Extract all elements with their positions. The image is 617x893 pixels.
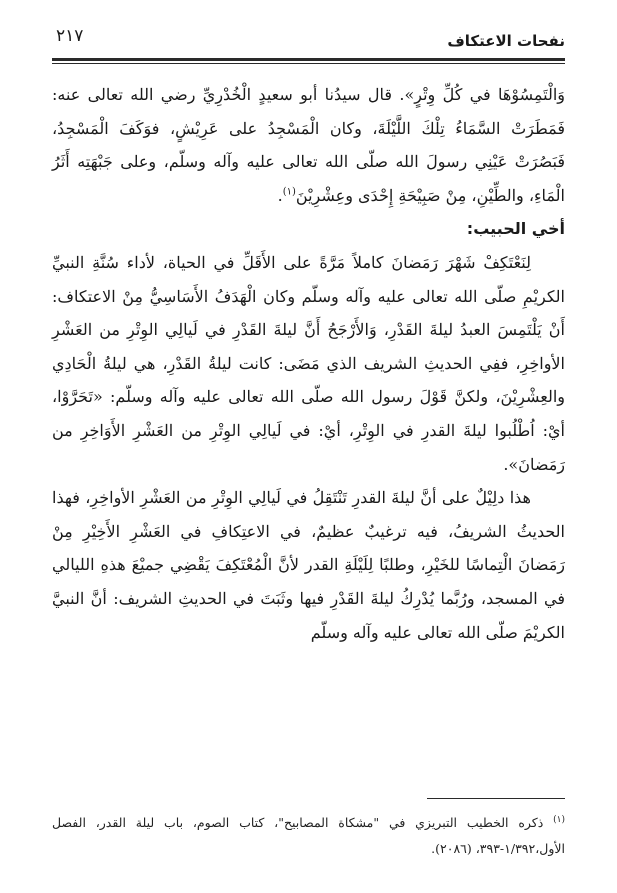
paragraph-2: لِنَعْتَكِفْ شَهْرَ رَمَضانَ كاملاً مَرَّةً على الأَقَلِّ في الحياة، لأداء سُنَّةِ النبيِّ الكريْمِ صلّى الله تعالى عليه وآله وسلّم وكان الْهَدَفُ الأَسَاسِيُّ مِنْ الاعتكاف: أَنْ يَلْتَمِسَ العبدُ ليلةَ القَدْرِ، وَالأَرْجَحُ أَنَّ ليلةَ القَدْرِ في لَيالِي الوِتْرِ من العَشْرِ الأواخِرِ، ففِي الحديثِ الشريف الذي مَضَى: كانت ليلةُ القَدْرِ، هي ليلةُ الْحَادِي والعِشْرِيْنَ، ولكنَّ قَوْلَ رسول الله صلّى الله تعالى عليه وآله وسلّم: «تَحَرَّوْا، أيْ: اُطْلُبوا ليلةَ القدرِ في الوِتْرِ، أيْ: في لَيالِي الوِتْرِ من العَشْرِ الأَوَاخِرِ من رَمَضانَ». <box>52 252 566 474</box>
paragraph-3: هذا دلِيْلٌ على أنَّ ليلةَ القدرِ تَنْتَقِلُ في لَيالِي الوِتْرِ من العَشْرِ الأواخِرِ، فهذا الحديثُ الشريفُ، فيه ترغيبٌ عظيمٌ، في الاعتِكافِ في العَشْرِ الأَخِيْرِ مِنْ رَمَضانَ الْتِماسًا للخَيْرِ، وطلبًا لِلَيْلَةِ القدر لأنَّ الْمُعْتَكِفَ يَقْضِي جميْعَ هذهِ الليالي في المسجد، ورُبَّما يُدْرِكُ ليلةَ القَدْرِ فيها وثَبَتَ في الحديثِ الشريف: أنَّ النبيَّ الكريْمَ صلّى الله تعالى عليه وآله وسلّم <box>52 488 565 642</box>
main-text <box>52 78 565 649</box>
running-title: نفحات الاعتكاف <box>447 32 565 50</box>
footnote-mark: (١) <box>553 814 565 825</box>
footnote <box>52 810 565 862</box>
footnote-text: ذكره الخطيب التبريزي في "مشكاة المصابيح"، كتاب الصوم، باب ليلة القدر، الفصل الأول،١/٣٩٢-٣٩٣، (٢٠٨٦). <box>52 815 565 856</box>
header-rule-thick <box>52 58 565 61</box>
footnote-separator <box>427 798 565 799</box>
footnote-reference: (١) <box>282 186 296 198</box>
page-header <box>52 22 565 56</box>
page-number: ٢١٧ <box>56 26 84 46</box>
paragraph-1: وَالْتَمِسُوْهَا في كُلِّ وِتْرٍ». قال سيدُنا أبو سعيدٍ الْخُدْرِيِّ رضي الله تعالى عنه: فَمَطَرَتْ السَّمَاءُ تِلْكَ اللَّيْلَةَ، وكان الْمَسْجِدُ على عَرِيْشٍ، فوَكَفَ الْمَسْجِدُ، فَبَصُرَتْ عَيْنِي رسولَ الله صلّى الله تعالى عليه وآله وسلّم، وعلى جَبْهَتِه أَثَرُ الْمَاءِ، والطِّيْنِ، مِنْ صَبِيْحَةِ إِحْدَى وعِشْرِيْنَ$^{(١)}$. <box>52 85 565 205</box>
header-rule-thin <box>52 63 565 64</box>
paragraph-1-text: وَالْتَمِسُوْهَا في كُلِّ وِتْرٍ». قال سيدُنا أبو سعيدٍ الْخُدْرِيِّ رضي الله تعالى عنه: فَمَطَرَتْ السَّمَاءُ تِلْكَ اللَّيْلَةَ، وكان الْمَسْجِدُ على عَرِيْشٍ، فوَكَفَ الْمَسْجِدُ، فَبَصُرَتْ عَيْنِي رسولَ الله صلّى الله تعالى عليه وآله وسلّم، وعلى جَبْهَتِه أَثَرُ الْمَاءِ، والطِّيْنِ، مِنْ صَبِيْحَةِ إِحْدَى وعِشْرِيْنَ <box>52 85 565 205</box>
section-heading: أخي الحبيب: <box>466 219 565 239</box>
